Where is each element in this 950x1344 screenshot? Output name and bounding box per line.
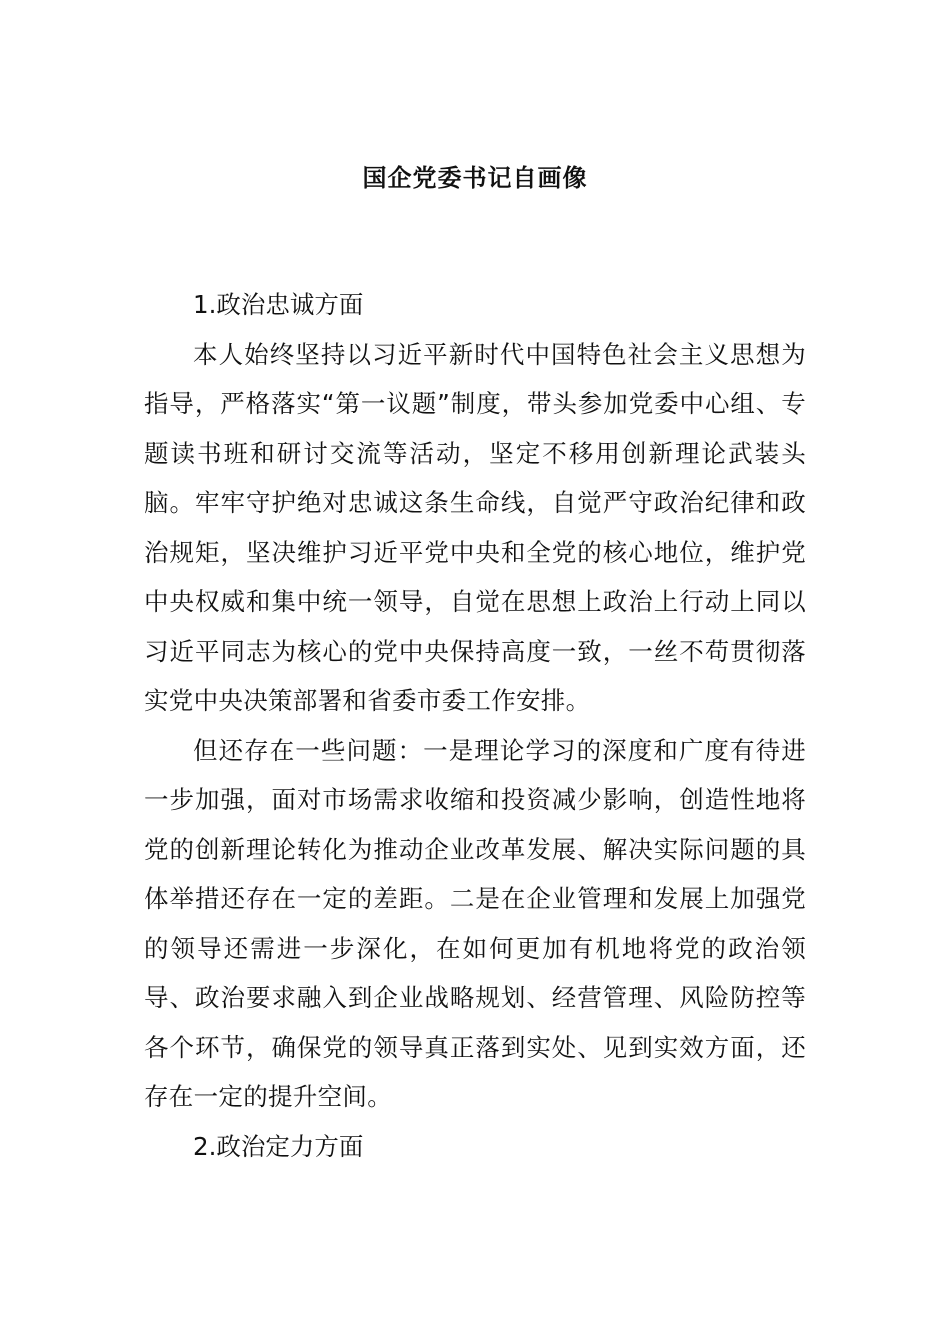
- paragraph-2: 但还存在一些问题：一是理论学习的深度和广度有待进一步加强，面对市场需求收缩和投资减少影响，创造性地将党的创新理论转化为推动企业改革发展、解决实际问题的具体举措还存在一定的差距。二是在企业管理和发展上加强党的领导还需进一步深化，在如何更加有机地将党的政治领导、政治要求融入到企业战略规划、经营管理、风险防控等各个环节，确保党的领导真正落到实处、见到实效方面，还存在一定的提升空间。: [144, 735, 806, 1111]
- document-body: [144, 280, 806, 1171]
- document-title: 国企党委书记自画像: [362, 164, 588, 192]
- section-heading-2: 2.政治定力方面: [193, 1131, 364, 1161]
- section-heading-1: 1.政治忠诚方面: [193, 290, 364, 319]
- paragraph-1: 本人始终坚持以习近平新时代中国特色社会主义思想为指导，严格落实“第一议题”制度，带头参加党委中心组、专题读书班和研讨交流等活动，坚定不移用创新理论武装头脑。牢牢守护绝对忠诚这条生命线，自觉严守政治纪律和政治规矩，坚决维护习近平党中央和全党的核心地位，维护党中央权威和集中统一领导，自觉在思想上政治上行动上同以习近平同志为核心的党中央保持高度一致，一丝不苟贯彻落实党中央决策部署和省委市委工作安排。: [144, 339, 806, 715]
